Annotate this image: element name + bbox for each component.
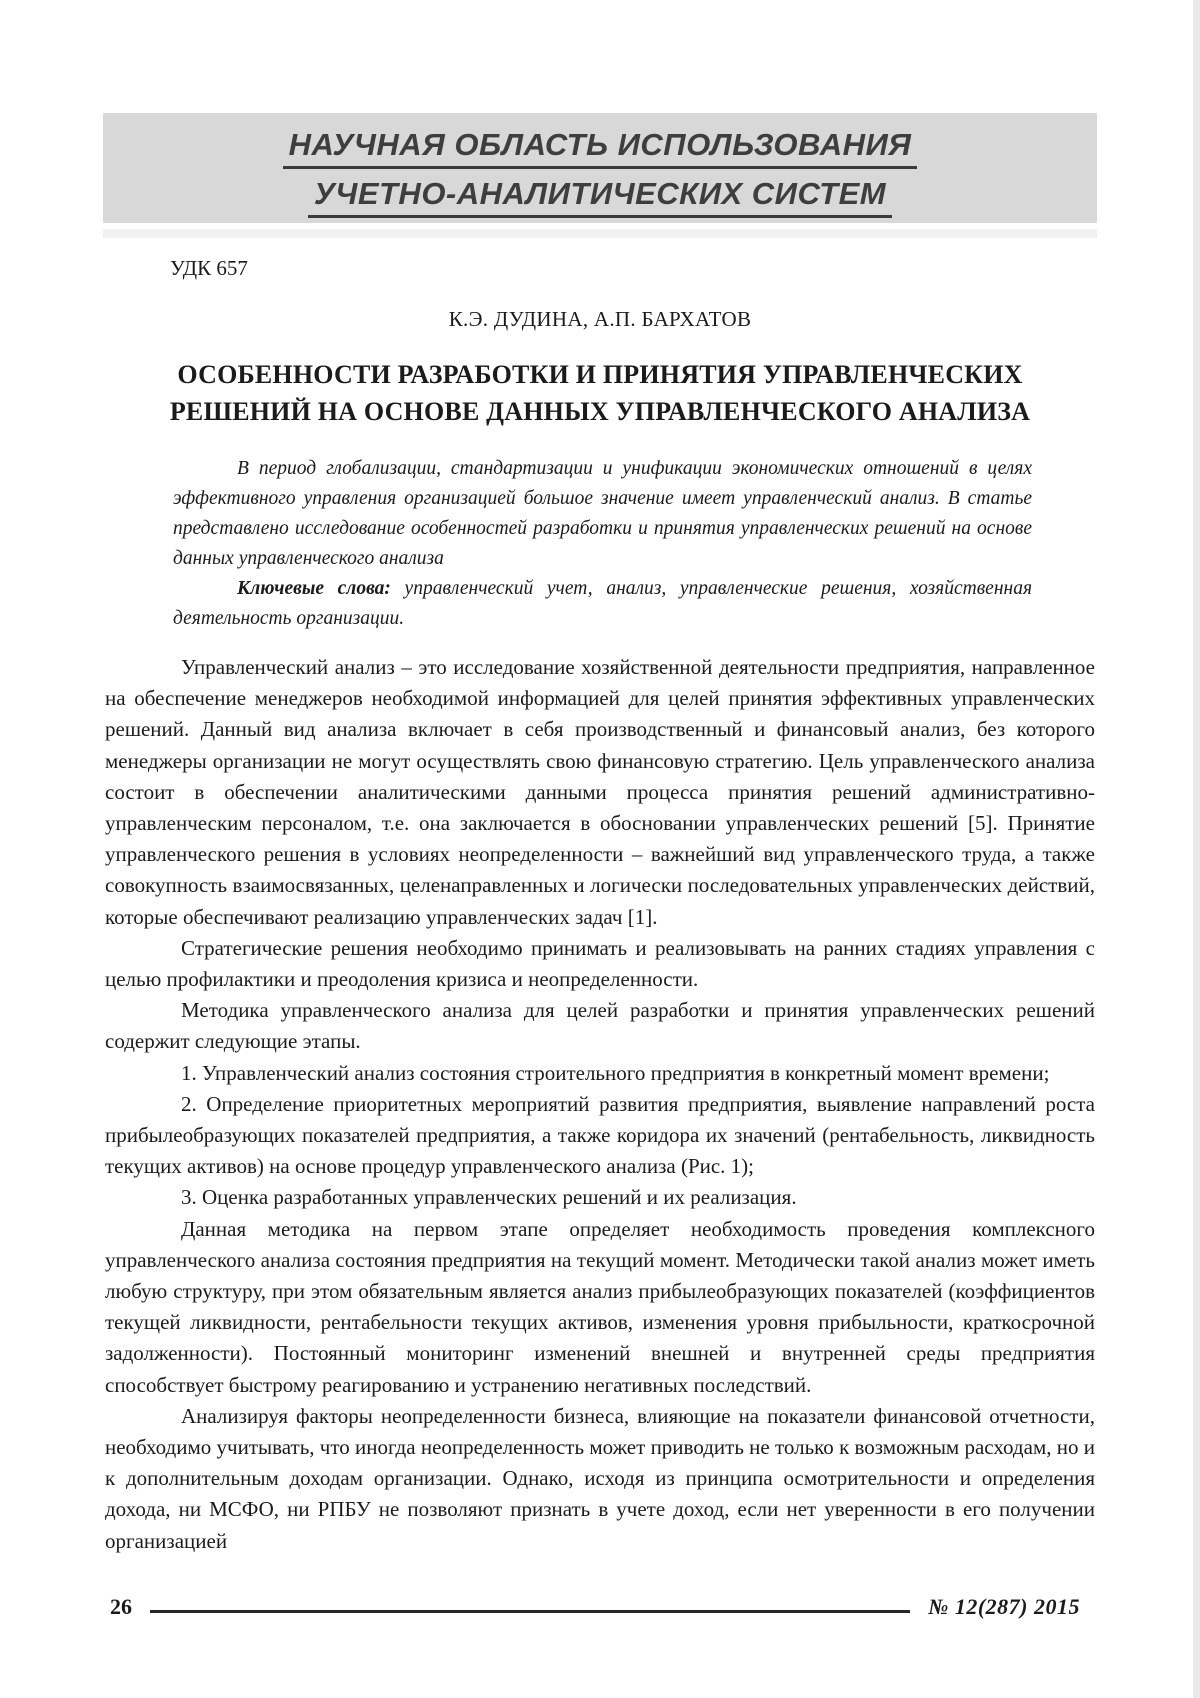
body-paragraph: Анализируя факторы неопределенности бизнеса, влияющие на показатели финансовой отчетности, необходимо учитывать, что иногда неопределенность может приводить не только к возможным расходам, но и к дополнительным доходам организации. Однако, исходя из принципа осмотрительности и определения дохода, ни МСФО, ни РПБУ не позволяют признать в учете доход, если нет уверенности в его получении организацией: [105, 1403, 1095, 1553]
keywords-label: Ключевые слова:: [237, 578, 391, 599]
banner-bottom-strip: [103, 229, 1097, 238]
banner-line-2-text: УЧЕТНО-АНАЛИТИЧЕСКИХ СИСТЕМ: [308, 175, 892, 218]
body-paragraph: 2. Определение приоритетных мероприятий развития предприятия, выявление направлений роста прибылеобразующих показателей предприятия, а также коридора их значений (рентабельность, ликвидность текущих активов) на основе процедур управленческого анализа (Рис. 1);: [105, 1091, 1095, 1179]
banner-line-1-text: НАУЧНАЯ ОБЛАСТЬ ИСПОЛЬЗОВАНИЯ: [283, 126, 918, 169]
body-paragraph: Данная методика на первом этапе определяет необходимость проведения комплексного управленческого анализа состояния предприятия на текущий момент. Методически такой анализ может иметь любую структуру, при этом обязательным является анализ прибылеобразующих показателей (коэффициентов текущей ликвидности, рентабельности текущих активов, изменения уровня прибыльности, краткосрочной задолженности). Постоянный мониторинг изменений внешней и внутренней среды предприятия способствует быстрому реагированию и устранению негативных последствий.: [105, 1216, 1095, 1397]
udc-code: УДК 657: [170, 256, 248, 280]
abstract-block: [173, 454, 1032, 634]
article-body: [105, 652, 1095, 1557]
issue-number: № 12(287) 2015: [928, 1594, 1080, 1619]
section-header-banner: [103, 113, 1097, 223]
body-paragraph: Методика управленческого анализа для целей разработки и принятия управленческих решений содержит следующие этапы.: [105, 998, 1095, 1054]
keywords-text: управленческий учет, анализ, управленческие решения, хозяйственная деятельность организации.: [173, 578, 1033, 629]
banner-line-2: [103, 175, 1097, 224]
body-paragraph: Управленческий анализ – это исследование хозяйственной деятельности предприятия, направленное на обеспечение менеджеров необходимой информацией для целей принятия эффективных управленческих решений. Данный вид анализа включает в себя производственный и финансовый анализ, без которого менеджеры организации не могут осуществлять свою финансовую стратегию. Цель управленческого анализа состоит в обеспечении аналитическими данными процесса принятия решений административно-управленческим персоналом, т.е. она заключается в обосновании управленческих решений [5]. Принятие управленческого решения в условиях неопределенности – важнейший вид управленческого труда, а также совокупность взаимосвязанных, целенаправленных и логически последовательных управленческих действий, которые обеспечивают реализацию управленческих задач [1].: [105, 655, 1095, 929]
page-footer: [110, 1594, 1080, 1620]
authors-line: К.Э. ДУДИНА, А.П. БАРХАТОВ: [448, 307, 752, 331]
article-title: [105, 356, 1095, 430]
banner-line-1: [103, 126, 1097, 175]
page-number: 26: [110, 1594, 132, 1619]
keywords-paragraph: [173, 574, 1032, 634]
body-paragraph: Стратегические решения необходимо принимать и реализовывать на ранних стадиях управления с целью профилактики и преодоления кризиса и неопределенности.: [105, 935, 1095, 992]
article-title-line-1: ОСОБЕННОСТИ РАЗРАБОТКИ И ПРИНЯТИЯ УПРАВЛЕНЧЕСКИХ: [177, 360, 1023, 389]
scan-edge-shadow: [1193, 0, 1200, 1698]
body-paragraph: 1. Управленческий анализ состояния строительного предприятия в конкретный момент времени;: [181, 1060, 1050, 1085]
abstract-text: В период глобализации, стандартизации и унификации экономических отношений в целях эффективного управления организацией большое значение имеет управленческий анализ. В статье представлено исследование особенностей разработки и принятия управленческих решений на основе данных управленческого анализа: [173, 458, 1032, 569]
body-paragraph: 3. Оценка разработанных управленческих решений и их реализация.: [181, 1185, 797, 1210]
footer-rule: [150, 1610, 910, 1613]
article-title-line-2: РЕШЕНИЙ НА ОСНОВЕ ДАННЫХ УПРАВЛЕНЧЕСКОГО АНАЛИЗА: [169, 397, 1031, 426]
